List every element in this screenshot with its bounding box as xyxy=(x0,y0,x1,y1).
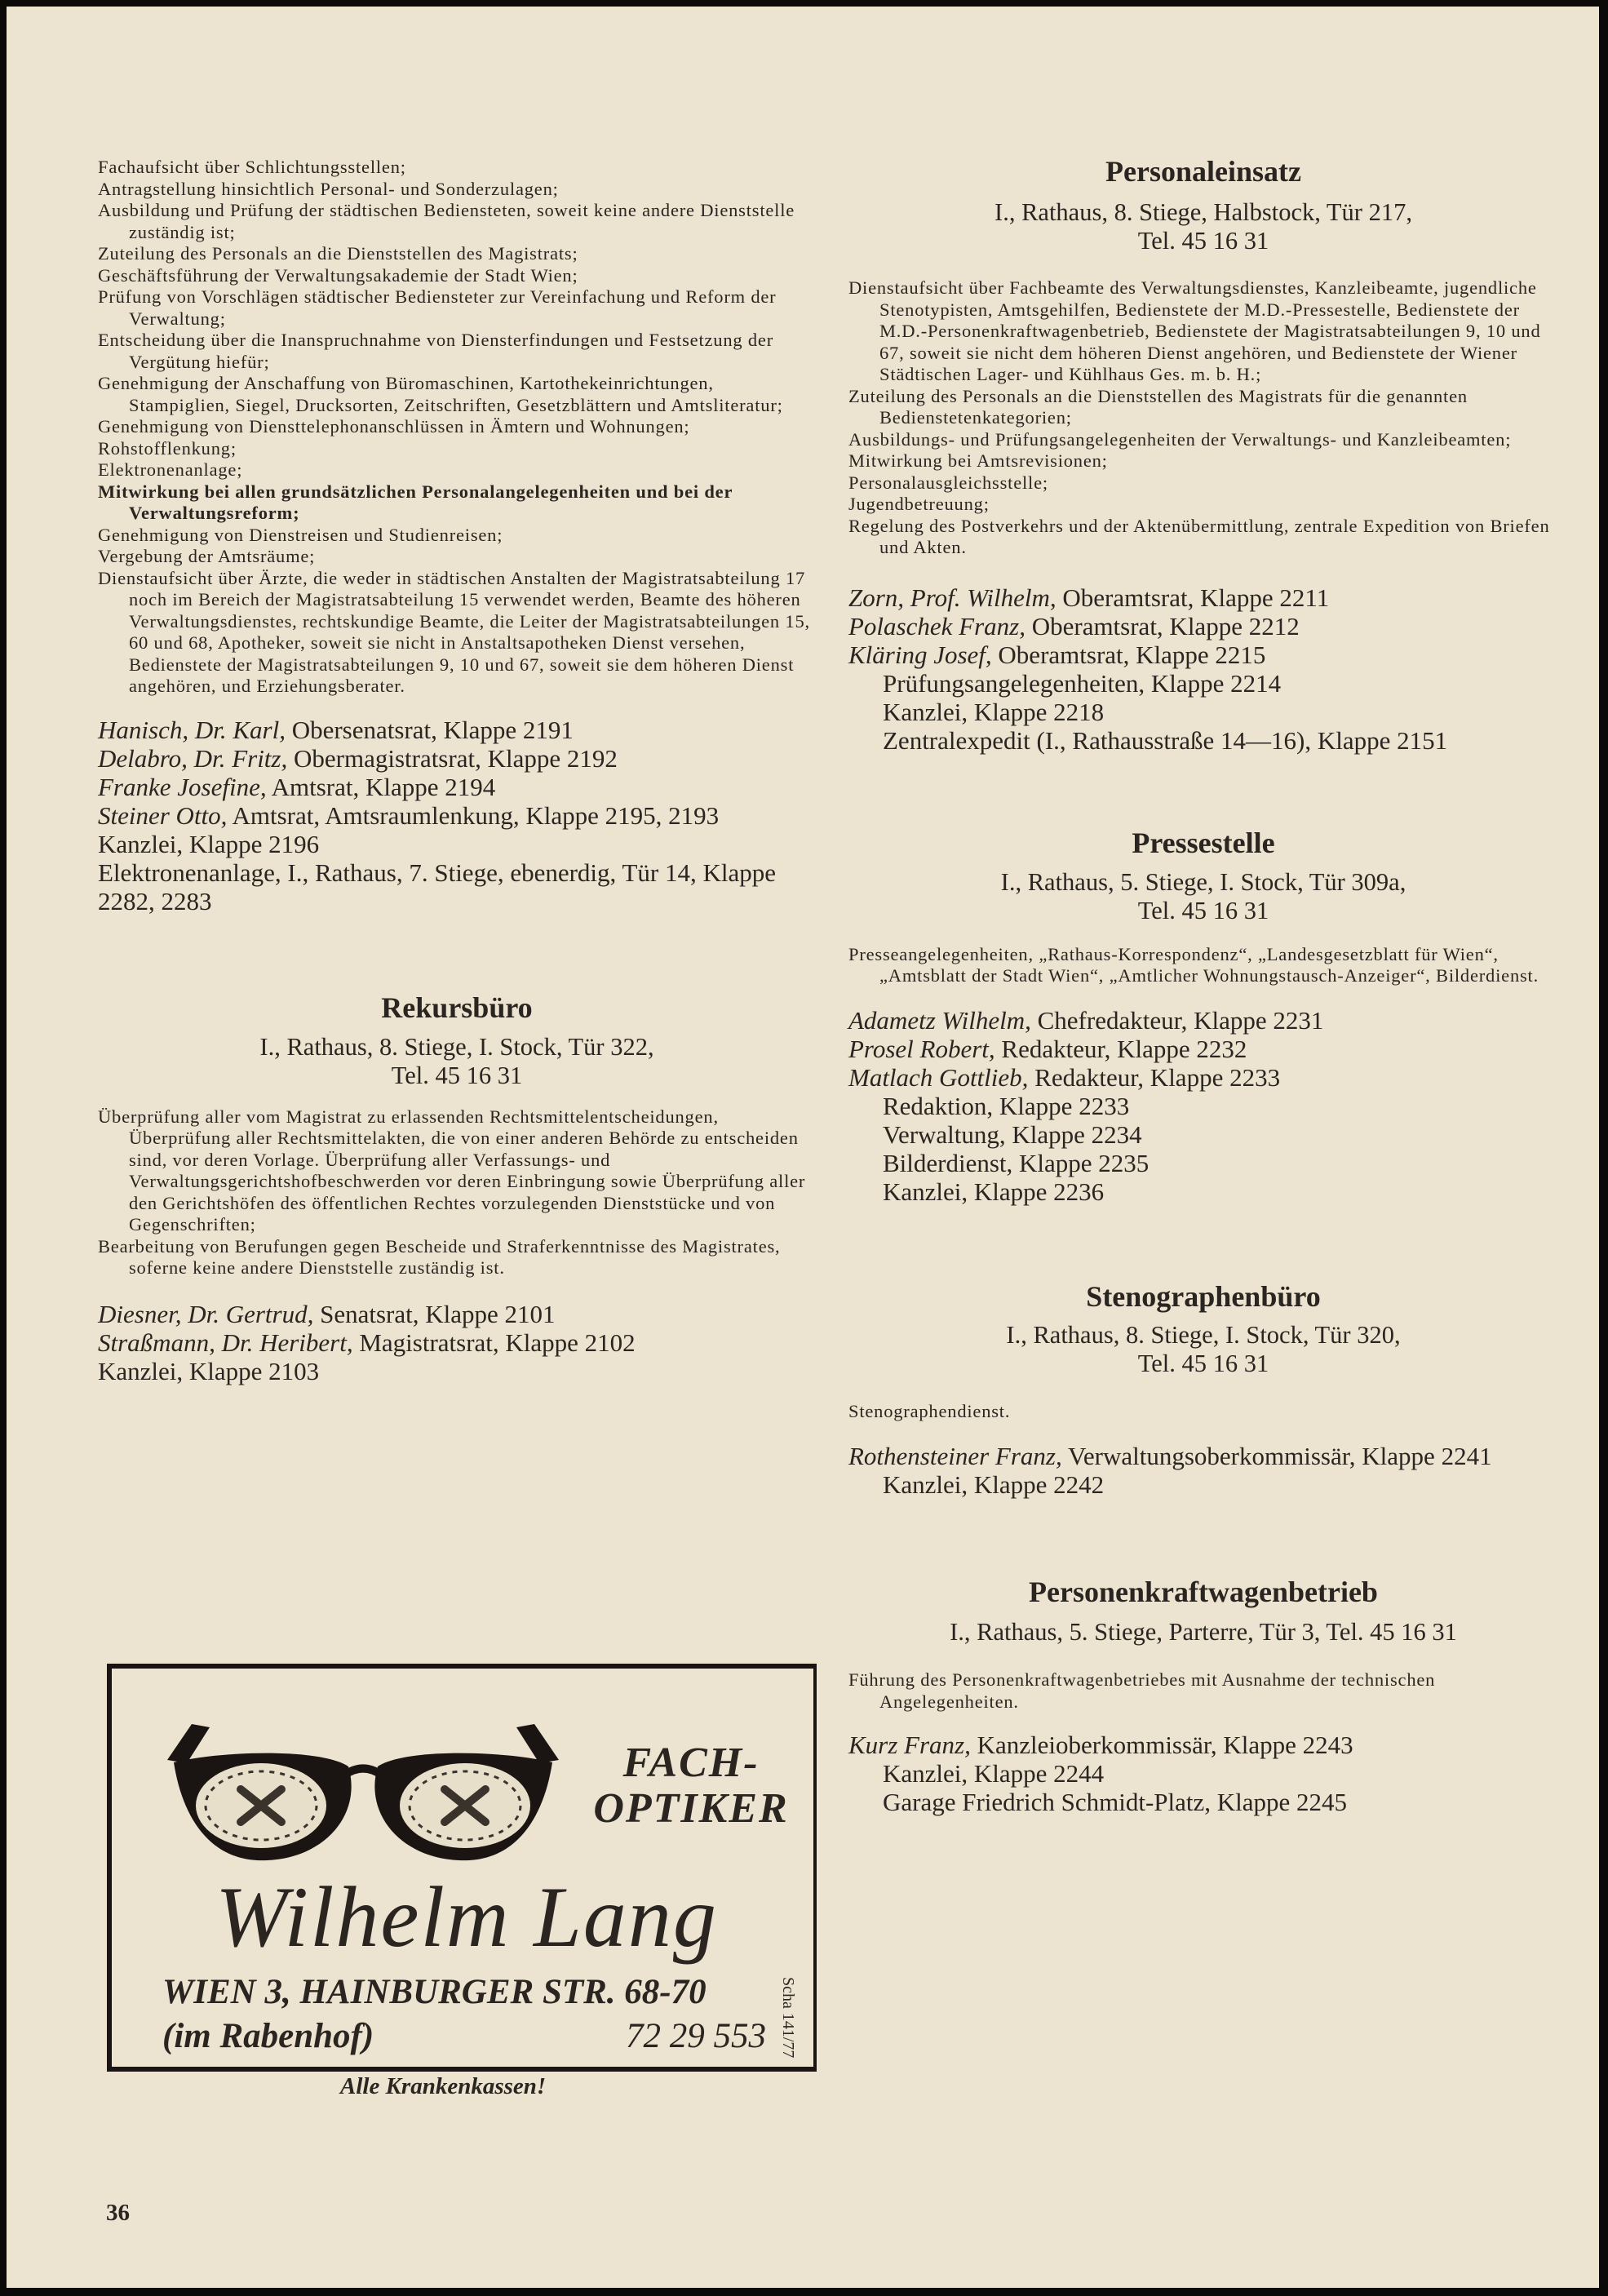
duty-item: Entscheidung über die Inanspruchnahme von Diensterfindungen und Festsetzung der Vergütung hiefür; xyxy=(98,330,774,372)
duty-item: Mitwirkung bei allen grundsätzlichen Personalangelegenheiten und bei der Verwaltungsreform; xyxy=(98,481,733,523)
person-name: Steiner Otto, xyxy=(98,800,228,830)
duty-item: Personalausgleichsstelle; xyxy=(848,472,1048,493)
person-details: Redakteur, Klappe 2232 xyxy=(994,1034,1247,1063)
extra-line: Verwaltung, Klappe 2234 xyxy=(883,1119,1142,1149)
duty-item: Genehmigung von Diensttelephonanschlüssen in Ämtern und Wohnungen; xyxy=(98,416,690,437)
duty-item: Presseangelegenheiten, „Rathaus-Korrespondenz“, „Landesgesetzblatt für Wien“, „Amtsblatt der Stadt Wien“, „Amtlicher Wohnungstausch-Anzeiger“, Bilderdienst. xyxy=(848,943,1539,986)
pressestelle-tel: Tel. 45 16 31 xyxy=(1137,896,1269,924)
duty-item: Bearbeitung von Berufungen gegen Bescheide und Straferkenntnisse des Magistrates, soferne keine andere Dienststelle zuständig ist. xyxy=(98,1235,781,1278)
duty-item: Elektronenanlage; xyxy=(98,459,243,480)
pkw-people xyxy=(848,1731,1558,1759)
person-details: Oberamtsrat, Klappe 2211 xyxy=(1056,583,1330,612)
duty-item: Geschäftsführung der Verwaltungsakademie der Stadt Wien; xyxy=(98,264,578,286)
extra-line: Zentralexpedit (I., Rathausstraße 14—16), Klappe 2151 xyxy=(883,725,1448,755)
person-name: Adametz Wilhelm, xyxy=(848,1005,1031,1035)
ad-insurance-note: Alle Krankenkassen! xyxy=(340,2073,547,2099)
ad-heading: FACH- OPTIKER xyxy=(593,1740,789,1832)
person-entry xyxy=(848,1063,1558,1092)
left-people xyxy=(98,716,816,830)
person-entry xyxy=(848,1731,1558,1759)
section-title-stenographenbuero: Stenographenbüro xyxy=(1086,1279,1321,1313)
steno-people xyxy=(848,1442,1558,1470)
rekurs-duties xyxy=(98,1106,816,1279)
personaleinsatz-address: I., Rathaus, 8. Stiege, Halbstock, Tür 217, xyxy=(994,198,1412,226)
extra-line: Kanzlei, Klappe 2236 xyxy=(883,1177,1105,1206)
section-title-pressestelle: Pressestelle xyxy=(1132,826,1275,859)
ad-code: Scha 141/77 xyxy=(779,1977,797,2059)
person-details: Obermagistratsrat, Klappe 2192 xyxy=(287,743,618,773)
person-name: Prosel Robert, xyxy=(848,1034,995,1063)
extra-line: Prüfungsangelegenheiten, Klappe 2214 xyxy=(883,668,1282,698)
ad-location-note: (im Rabenhof) xyxy=(162,2017,374,2055)
pressestelle-address: I., Rathaus, 5. Stiege, I. Stock, Tür 309a, xyxy=(1000,867,1406,896)
steno-extras xyxy=(848,1470,1558,1499)
duty-item: Zuteilung des Personals an die Dienststellen des Magistrats für die genannten Bedienstetenkategorien; xyxy=(848,385,1468,428)
duty-item: Jugendbetreuung; xyxy=(848,494,990,514)
optician-advertisement xyxy=(107,1664,817,2099)
person-details: Oberamtsrat, Klappe 2212 xyxy=(1025,611,1300,640)
person-entry xyxy=(848,612,1558,640)
person-name: Zorn, Prof. Wilhelm, xyxy=(848,583,1056,612)
person-details: Chefredakteur, Klappe 2231 xyxy=(1030,1005,1324,1035)
person-name: Matlach Gottlieb, xyxy=(848,1062,1029,1092)
person-name: Diesner, Dr. Gertrud, xyxy=(98,1299,314,1328)
duty-item: Ausbildung und Prüfung der städtischen Bediensteten, soweit keine andere Dienststelle zuständig ist; xyxy=(98,200,795,242)
person-entry xyxy=(848,1035,1558,1063)
left-extras xyxy=(98,830,816,915)
duty-item: Antragstellung hinsichtlich Personal- und Sonderzulagen; xyxy=(98,178,559,199)
pressestelle-people xyxy=(848,1006,1558,1092)
person-details: Amtsrat, Amtsraumlenkung, Klappe 2195, 2193 xyxy=(227,800,720,830)
person-details: Senatsrat, Klappe 2101 xyxy=(313,1299,556,1328)
duty-item: Ausbildungs- und Prüfungsangelegenheiten der Verwaltungs- und Kanzleibeamten; xyxy=(848,428,1512,450)
person-entry xyxy=(98,801,816,830)
duty-item: Stenographendienst. xyxy=(848,1400,1011,1421)
personaleinsatz-people xyxy=(848,583,1558,669)
extra-line: Kanzlei, Klappe 2242 xyxy=(883,1470,1105,1499)
pkw-duties xyxy=(848,1669,1558,1713)
person-details: Redakteur, Klappe 2233 xyxy=(1028,1062,1281,1092)
extra-line: Kanzlei, Klappe 2218 xyxy=(883,697,1105,726)
document-page xyxy=(7,7,1599,2288)
person-name: Kläring Josef, xyxy=(848,640,992,669)
left-column xyxy=(98,7,816,1385)
person-details: Magistratsrat, Klappe 2102 xyxy=(352,1328,636,1357)
extra-line: Garage Friedrich Schmidt-Platz, Klappe 2245 xyxy=(883,1788,1348,1816)
pressestelle-duties xyxy=(848,944,1558,987)
duty-item: Führung des Personenkraftwagenbetriebes mit Ausnahme der technischen Angelegenheiten. xyxy=(848,1669,1436,1712)
person-entry xyxy=(98,716,816,744)
rekurs-people xyxy=(98,1300,816,1357)
person-name: Hanisch, Dr. Karl, xyxy=(98,715,286,744)
person-entry xyxy=(848,640,1558,669)
duty-item: Fachaufsicht über Schlichtungsstellen; xyxy=(98,157,406,177)
person-details: Kanzleioberkommissär, Klappe 2243 xyxy=(970,1731,1353,1759)
pkw-extras xyxy=(848,1759,1558,1816)
extra-line: Kanzlei, Klappe 2244 xyxy=(883,1759,1105,1788)
person-name: Rothensteiner Franz, xyxy=(848,1442,1062,1470)
extra-line: Kanzlei, Klappe 2103 xyxy=(98,1356,320,1385)
extra-line: Kanzlei, Klappe 2196 xyxy=(98,829,320,858)
person-entry xyxy=(848,583,1558,612)
extra-line: Redaktion, Klappe 2233 xyxy=(883,1091,1130,1120)
right-column xyxy=(848,7,1558,1816)
person-entry xyxy=(848,1442,1558,1470)
person-details: Oberamtsrat, Klappe 2215 xyxy=(991,640,1266,669)
pkw-address: I., Rathaus, 5. Stiege, Parterre, Tür 3, Tel. 45 16 31 xyxy=(950,1618,1457,1646)
person-entry xyxy=(98,773,816,801)
duty-item: Überprüfung aller vom Magistrat zu erlassenden Rechtsmittelentscheidungen, Überprüfung aller Rechtsmittelakten, die von einer anderen Behörde zu entscheiden sind, vor deren Vorlage. Überprüfung aller Verfassungs- und Verwaltungsgerichtshofbeschwerden vor deren Einbringung sowie Überprüfung aller den Gerichtshöfen des öffentlichen Rechtes vorzulegenden Dienststücke und von Gegenschriften; xyxy=(98,1106,806,1234)
eyeglasses-illustration xyxy=(159,1718,567,1873)
duty-item: Dienstaufsicht über Ärzte, die weder in städtischen Anstalten der Magistratsabteilung 17 noch im Bereich der Magistratsabteilung 15 verwendet werden, Beamte des höheren Verwaltungsdienstes, rechtskundige Beamte, die Leiter der Magistratsabteilungen 15, 60 und 68, Apotheker, soweit sie nicht in Anstaltsapotheken Dienst versehen, Bedienstete der Magistratsabteilungen 9, 10 und 67, soweit sie dem höheren Dienst angehören, und Erziehungsberater. xyxy=(98,567,810,696)
person-name: Straßmann, Dr. Heribert, xyxy=(98,1328,353,1357)
duty-item: Dienstaufsicht über Fachbeamte des Verwaltungsdienstes, Kanzleibeamte, jugendliche Stenotypisten, Amtsgehilfen, Bedienstete der M.D.-Pressestelle, Bedienstete der M.D.-Personenkraftwagenbetrieb, Bedienstete der Magistratsabteilungen 9, 10 und 67, soweit sie nicht dem höheren Dienst angehören, und Bedienstete der Wiener Städtischen Lager- und Kühlhaus Ges. m. b. H.; xyxy=(848,277,1541,384)
ad-company-name: Wilhelm Lang xyxy=(215,1869,718,1965)
person-entry xyxy=(848,1006,1558,1035)
ad-address: WIEN 3, HAINBURGER STR. 68-70 xyxy=(162,1973,707,2011)
steno-duties xyxy=(848,1401,1558,1423)
pressestelle-extras xyxy=(848,1092,1558,1206)
personaleinsatz-duties xyxy=(848,277,1558,559)
section-title-rekursbuero: Rekursbüro xyxy=(381,991,533,1024)
steno-address: I., Rathaus, 8. Stiege, I. Stock, Tür 320, xyxy=(1006,1320,1401,1349)
rekurs-address: I., Rathaus, 8. Stiege, I. Stock, Tür 322, xyxy=(259,1032,654,1061)
duty-item: Regelung des Postverkehrs und der Aktenübermittlung, zentrale Expedition von Briefen und Akten. xyxy=(848,515,1550,557)
rekurs-extras xyxy=(98,1357,816,1385)
person-details: Amtsrat, Klappe 2194 xyxy=(266,772,496,801)
section-title-personaleinsatz: Personaleinsatz xyxy=(1105,155,1301,188)
extra-line: Bilderdienst, Klappe 2235 xyxy=(883,1148,1150,1177)
person-name: Polaschek Franz, xyxy=(848,611,1025,640)
duty-item: Zuteilung des Personals an die Dienststellen des Magistrats; xyxy=(98,243,578,264)
duty-item: Rohstofflenkung; xyxy=(98,437,237,459)
person-name: Delabro, Dr. Fritz, xyxy=(98,743,288,773)
person-name: Franke Josefine, xyxy=(98,772,267,801)
ad-phone: 72 29 553 xyxy=(626,2017,766,2055)
person-details: Verwaltungsoberkommissär, Klappe 2241 xyxy=(1061,1442,1492,1470)
person-details: Obersenatsrat, Klappe 2191 xyxy=(285,715,574,744)
duty-item: Vergebung der Amtsräume; xyxy=(98,546,316,566)
duty-item: Prüfung von Vorschlägen städtischer Bediensteter zur Vereinfachung und Reform der Verwaltung; xyxy=(98,286,777,329)
section-title-personenkraftwagenbetrieb: Personenkraftwagenbetrieb xyxy=(1029,1576,1378,1608)
person-name: Kurz Franz, xyxy=(848,1731,971,1759)
person-entry xyxy=(98,1328,816,1357)
steno-tel: Tel. 45 16 31 xyxy=(1137,1349,1269,1377)
left-duties xyxy=(98,157,816,698)
personaleinsatz-extras xyxy=(848,669,1558,755)
extra-line: Elektronenanlage, I., Rathaus, 7. Stiege, ebenerdig, Tür 14, Klappe 2282, 2283 xyxy=(98,858,777,915)
page-number: 36 xyxy=(106,2200,130,2226)
personaleinsatz-tel: Tel. 45 16 31 xyxy=(1137,227,1269,255)
duty-item: Mitwirkung bei Amtsrevisionen; xyxy=(848,450,1108,471)
duty-item: Genehmigung der Anschaffung von Büromaschinen, Kartothekeinrichtungen, Stampiglien, Siegel, Drucksorten, Zeitschriften, Gesetzblättern und Amtsliteratur; xyxy=(98,373,783,415)
person-entry xyxy=(98,744,816,773)
person-entry xyxy=(98,1300,816,1328)
rekurs-tel: Tel. 45 16 31 xyxy=(391,1061,523,1089)
duty-item: Genehmigung von Dienstreisen und Studienreisen; xyxy=(98,524,503,545)
